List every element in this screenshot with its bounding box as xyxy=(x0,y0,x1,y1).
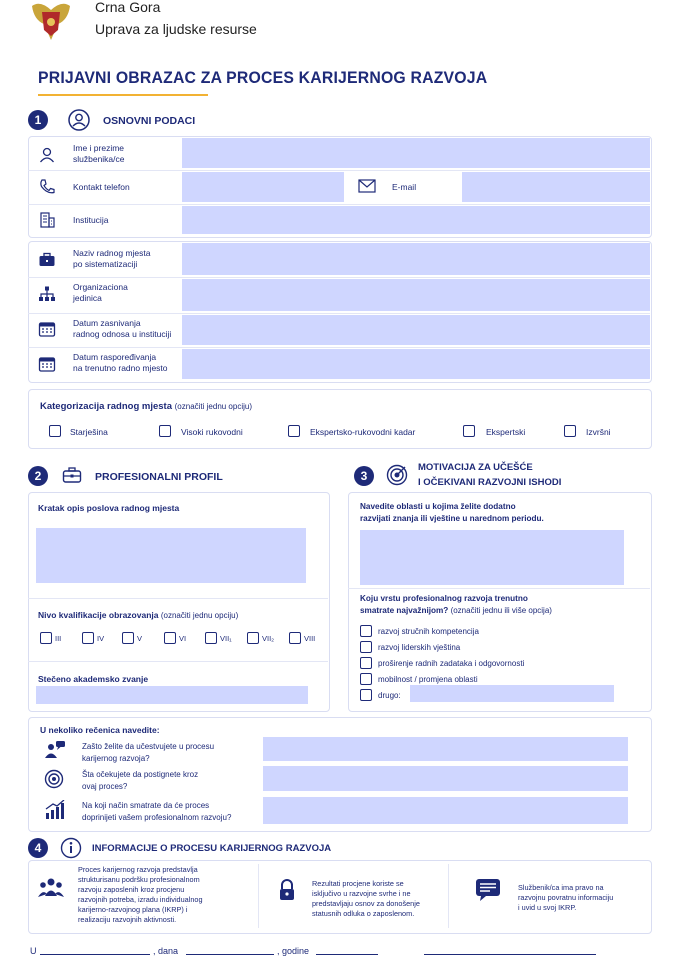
question-2: Šta očekujete da postignete kroz ovaj proces? xyxy=(82,770,199,791)
info-icon xyxy=(60,837,82,859)
title-underline xyxy=(38,94,208,96)
category-checkbox-visoki[interactable] xyxy=(159,425,171,437)
start-date-label: Datum zasnivanja radnog odnosa u instituciji xyxy=(73,318,172,339)
start-date-field[interactable] xyxy=(182,315,650,345)
calendar-icon xyxy=(38,320,56,338)
agency-name: Uprava za ljudske resurse xyxy=(95,21,257,37)
category-option: Visoki rukovodni xyxy=(181,427,243,437)
section-2-number: 2 xyxy=(28,466,48,486)
qual-level: IV xyxy=(97,634,105,643)
type-option: razvoj stručnih kompetencija xyxy=(378,627,479,636)
qual-checkbox-VIII[interactable] xyxy=(289,632,301,644)
email-field[interactable] xyxy=(462,172,650,202)
mail-icon xyxy=(358,179,376,193)
section-4-title: INFORMACIJE O PROCESU KARIJERNOG RAZVOJA xyxy=(92,843,332,854)
footer-place-label: U xyxy=(30,946,37,956)
type-checkbox-strucne[interactable] xyxy=(360,625,372,637)
profile-divider xyxy=(28,661,328,662)
coat-of-arms-logo xyxy=(28,0,74,44)
qual-label: Nivo kvalifikacije obrazovanja xyxy=(38,610,159,620)
qual-level: III xyxy=(55,634,62,643)
categorization-heading xyxy=(40,401,252,412)
page-title: PRIJAVNI OBRAZAC ZA PROCES KARIJERNOG RAZVOJA xyxy=(38,68,488,87)
footer-signature-line[interactable] xyxy=(424,954,596,955)
qual-heading xyxy=(38,610,238,620)
answer-3-field[interactable] xyxy=(263,797,628,824)
user-icon xyxy=(38,146,56,164)
phone-icon xyxy=(38,178,56,196)
type-label: Koju vrstu profesionalnog razvoja trenutno smatrate najvažnijom? xyxy=(360,594,528,615)
institution-field[interactable] xyxy=(182,206,650,234)
other-field[interactable] xyxy=(410,685,614,702)
section-3-number: 3 xyxy=(354,466,374,486)
category-option: Izvršni xyxy=(586,427,611,437)
category-checkbox-ekspertsko-rukovodni[interactable] xyxy=(288,425,300,437)
name-field[interactable] xyxy=(182,138,650,168)
job-desc-label: Kratak opis poslova radnog mjesta xyxy=(38,503,180,513)
question-1: Zašto želite da učestvujete u procesu karijernog razvoja? xyxy=(82,742,215,763)
qual-checkbox-VII1[interactable] xyxy=(205,632,217,644)
footer-year-line[interactable] xyxy=(316,954,378,955)
qual-level: VII₂ xyxy=(262,634,275,643)
motivation-divider xyxy=(348,588,650,589)
row-divider xyxy=(28,277,650,278)
row-divider xyxy=(28,204,650,205)
qual-checkbox-VI[interactable] xyxy=(164,632,176,644)
org-unit-field[interactable] xyxy=(182,279,650,311)
section-1-number: 1 xyxy=(28,110,48,130)
type-checkbox-prosirenje[interactable] xyxy=(360,657,372,669)
areas-field[interactable] xyxy=(360,530,624,585)
info-divider xyxy=(448,864,449,928)
category-checkbox-izvrsni[interactable] xyxy=(564,425,576,437)
message-icon xyxy=(475,878,501,902)
section-4-number: 4 xyxy=(28,838,48,858)
footer-year-label: , godine xyxy=(277,946,310,956)
category-option: Ekspertski xyxy=(486,427,526,437)
footer-date-label: , dana xyxy=(153,946,179,956)
qual-level: VIII xyxy=(304,634,316,643)
section-1-title: OSNOVNI PODACI xyxy=(103,115,196,127)
info-text-1: Proces karijernog razvoja predstavlja strukturisanu podršku profesionalnom razvoju zaposlenih kroz procjenu razvojnih potreba, izradu individualnog karijerno-razvojnog plana (IKRP) i realizaciju razvojnih aktivnosti. xyxy=(78,865,203,924)
target-icon xyxy=(44,769,64,789)
areas-label: Navedite oblasti u kojima želite dodatno razvijati znanja ili vještine u narednom periodu. xyxy=(360,502,544,523)
footer-place-line[interactable] xyxy=(40,954,150,955)
assign-date-field[interactable] xyxy=(182,349,650,379)
type-checkbox-liderske[interactable] xyxy=(360,641,372,653)
qual-checkbox-VII2[interactable] xyxy=(247,632,259,644)
calendar-icon xyxy=(38,355,56,373)
qual-checkbox-V[interactable] xyxy=(122,632,134,644)
section-3-title-line2: I OČEKIVANI RAZVOJNI ISHODI xyxy=(418,477,562,488)
category-checkbox-starjesina[interactable] xyxy=(49,425,61,437)
type-checkbox-drugo[interactable] xyxy=(360,689,372,701)
type-option: drugo: xyxy=(378,691,401,700)
qual-level: VII₁ xyxy=(220,634,232,643)
team-icon xyxy=(38,876,64,900)
briefcase-icon xyxy=(38,251,56,269)
growth-chart-icon xyxy=(44,800,66,820)
row-divider xyxy=(28,313,650,314)
section-2-title: PROFESIONALNI PROFIL xyxy=(95,471,223,483)
email-label: E-mail xyxy=(392,182,417,192)
info-divider xyxy=(258,864,259,928)
name-label: Ime i prezime službenika/ce xyxy=(73,143,125,164)
org-unit-label: Organizaciona jedinica xyxy=(73,282,128,303)
category-option: Starješina xyxy=(70,427,108,437)
qual-level: V xyxy=(137,634,143,643)
degree-field[interactable] xyxy=(36,686,308,704)
degree-label: Stečeno akademsko zvanje xyxy=(38,674,149,684)
category-option: Ekspertsko-rukovodni kadar xyxy=(310,427,416,437)
profile-divider xyxy=(28,598,328,599)
qual-level: VI xyxy=(179,634,187,643)
type-heading xyxy=(360,593,620,617)
job-desc-field[interactable] xyxy=(36,528,306,583)
info-text-2: Rezultati procjene koriste se isključivo u razvojne svrhe i ne predstavljaju osnov za donošenje statusnih odluka o zaposlenom. xyxy=(312,879,420,918)
org-chart-icon xyxy=(38,285,56,303)
lock-icon xyxy=(278,879,296,901)
question-3: Na koji način smatrate da će proces doprinijeti vašem profesionalnom razvoju? xyxy=(82,801,232,822)
phone-field[interactable] xyxy=(182,172,344,202)
categorization-hint: (označiti jednu opciju) xyxy=(174,402,252,411)
person-icon xyxy=(68,109,90,131)
row-divider xyxy=(28,347,650,348)
briefcase-outline-icon xyxy=(62,466,82,484)
answer-1-field[interactable] xyxy=(263,737,628,761)
qual-hint: (označiti jednu opciju) xyxy=(160,611,239,620)
categorization-box xyxy=(28,389,652,449)
section-3-title-line1: MOTIVACIJA ZA UČEŠĆE xyxy=(418,462,533,473)
people-chat-icon xyxy=(44,740,66,760)
phone-label: Kontakt telefon xyxy=(73,182,130,192)
type-option: proširenje radnih zadataka i odgovornosti xyxy=(378,659,525,668)
type-option: razvoj liderskih vještina xyxy=(378,643,461,652)
type-checkbox-mobilnost[interactable] xyxy=(360,673,372,685)
building-icon xyxy=(38,211,56,229)
category-checkbox-ekspertski[interactable] xyxy=(463,425,475,437)
sentences-label: U nekoliko rečenica navedite: xyxy=(40,725,160,735)
institution-label: Institucija xyxy=(73,215,109,225)
type-hint: (označiti jednu ili više opcija) xyxy=(450,606,552,615)
qual-checkbox-III[interactable] xyxy=(40,632,52,644)
categorization-label: Kategorizacija radnog mjesta xyxy=(40,401,172,412)
target-icon xyxy=(386,464,408,486)
position-field[interactable] xyxy=(182,243,650,275)
info-text-3: Službenik/ca ima pravo na razvojnu povratnu informaciju i uvid u svoj IKRP. xyxy=(518,883,614,912)
country-name: Crna Gora xyxy=(95,0,161,15)
type-option: mobilnost / promjena oblasti xyxy=(378,675,478,684)
qual-checkbox-IV[interactable] xyxy=(82,632,94,644)
assign-date-label: Datum raspoređivanja na trenutno radno mjesto xyxy=(73,352,168,373)
footer-date-line[interactable] xyxy=(186,954,274,955)
position-label: Naziv radnog mjesta po sistematizaciji xyxy=(73,248,151,269)
answer-2-field[interactable] xyxy=(263,766,628,791)
row-divider xyxy=(28,170,650,171)
